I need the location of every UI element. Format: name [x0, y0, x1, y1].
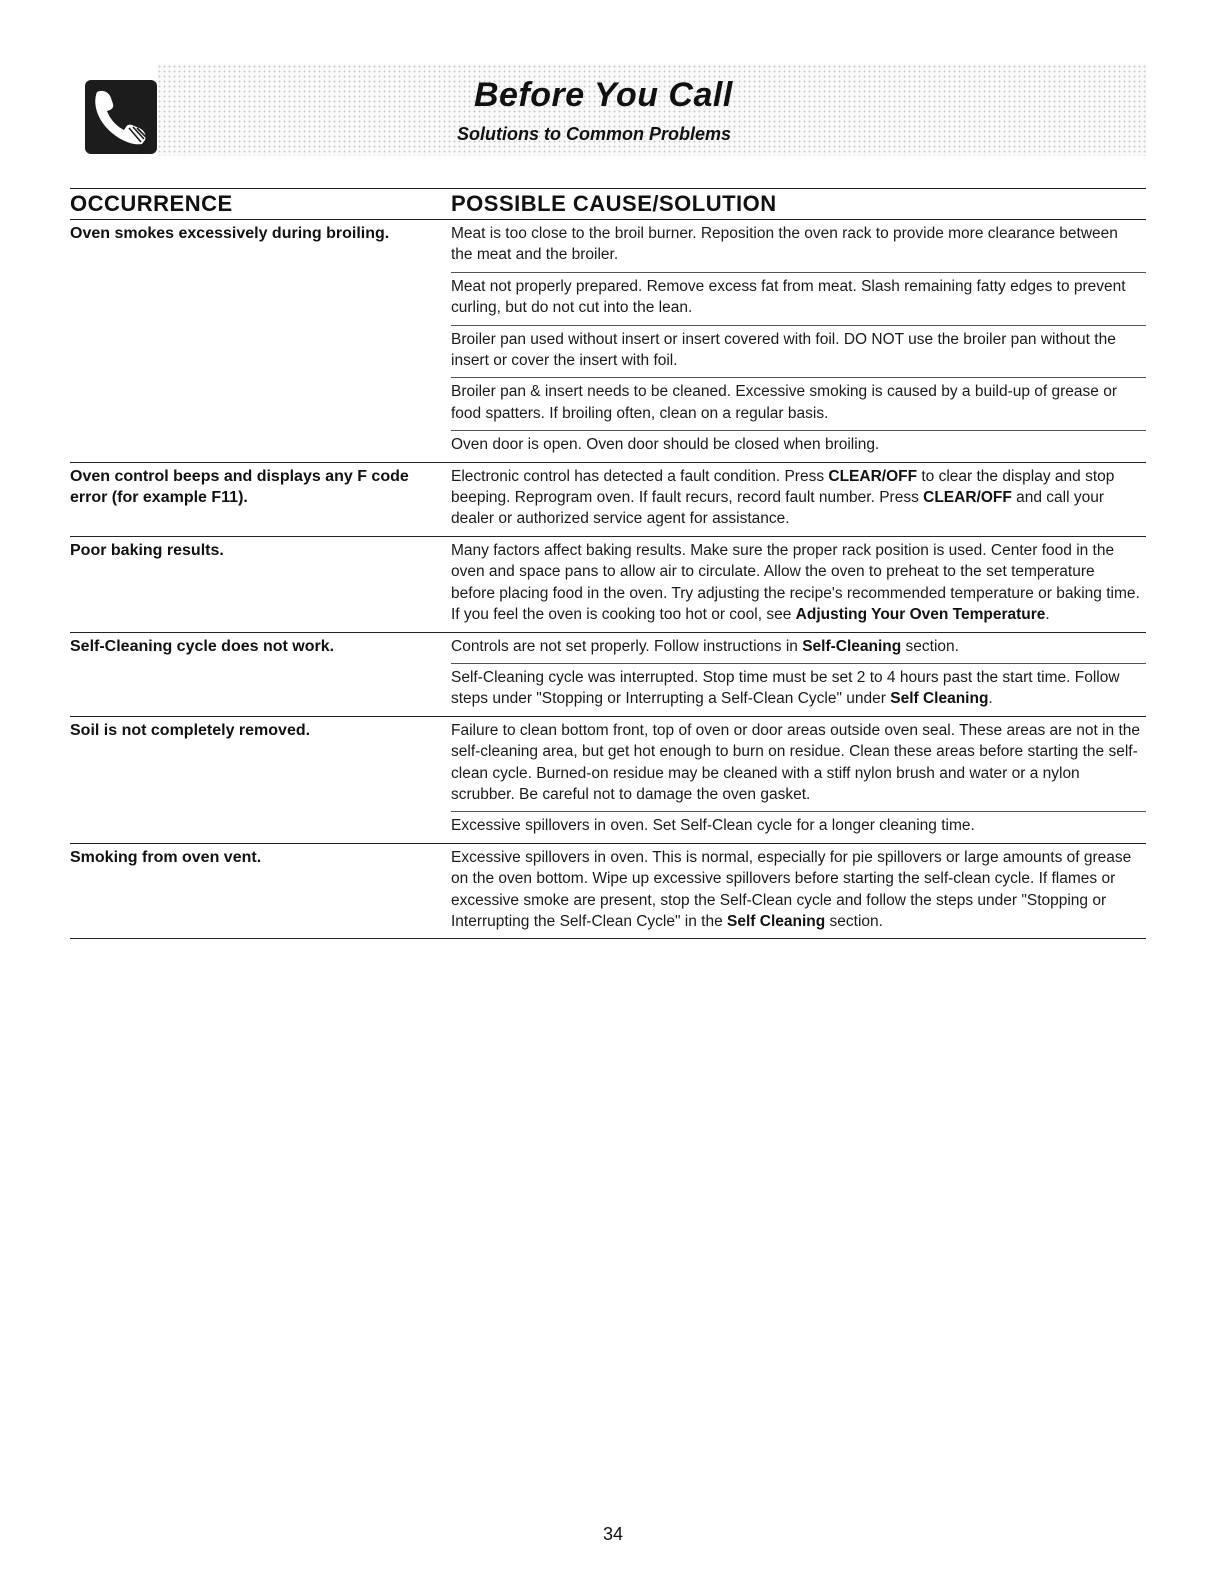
table-row	[70, 537, 1146, 633]
solutions-cell	[451, 463, 1146, 536]
solution-text: section.	[825, 912, 883, 930]
solution-text: .	[988, 690, 993, 708]
page-title: Before You Call	[474, 76, 733, 114]
solution-emphasis: CLEAR/OFF	[828, 467, 918, 485]
solution-text: Many factors affect baking results. Make sure the proper rack position is used. Center food in the oven and space pans to allow air to circulate. Allow the oven to preheat to the set temperature before placing food in the oven. Try adjusting the recipe's recommended temperature or baking time. If you feel the oven is cooking too hot or cool, see	[451, 541, 1140, 624]
solution-text: Electronic control has detected a fault condition. Press	[451, 467, 829, 485]
page-number: 34	[603, 1524, 624, 1544]
solution-item	[451, 844, 1146, 939]
solution-emphasis: Self-Cleaning	[802, 637, 902, 655]
solution-item	[451, 663, 1146, 716]
table-body	[70, 220, 1146, 939]
solutions-cell	[451, 844, 1146, 939]
table-header	[70, 188, 1146, 220]
solution-item: Failure to clean bottom front, top of oven or door areas outside oven seal. These areas are not in the self-cleaning area, but get hot enough to burn on residue. Clean these areas before starting the self-clean cycle. Burned-on residue may be cleaned with a stiff nylon brush and water or a nylon scrubber. Be careful not to damage the oven gasket.	[451, 721, 1141, 803]
solutions-cell	[451, 633, 1146, 716]
solution-item: Meat is too close to the broil burner. Reposition the oven rack to provide more clearance between the meat and the broiler.	[451, 225, 1118, 264]
solution-item: Oven door is open. Oven door should be closed when broiling.	[451, 430, 1146, 461]
telephone-icon	[85, 80, 157, 154]
occurrence-cell: Soil is not completely removed.	[70, 721, 311, 739]
solution-emphasis: Self Cleaning	[727, 912, 826, 930]
solutions-cell	[451, 220, 1146, 462]
occurrence-cell: Self-Cleaning cycle does not work.	[70, 637, 335, 655]
solution-emphasis: Adjusting Your Oven Temperature	[795, 606, 1046, 624]
solutions-cell	[451, 717, 1146, 843]
solution-text: Controls are not set properly. Follow instructions in	[451, 637, 803, 655]
table-row	[70, 717, 1146, 844]
occurrence-cell: Oven control beeps and displays any F code error (for example F11).	[70, 467, 409, 506]
table-row	[70, 844, 1146, 940]
solution-item: Broiler pan used without insert or insert covered with foil. DO NOT use the broiler pan without the insert or cover the insert with foil.	[451, 325, 1146, 378]
solution-item: Excessive spillovers in oven. Set Self-Clean cycle for a longer cleaning time.	[451, 811, 1146, 842]
column-header-solution: POSSIBLE CAUSE/SOLUTION	[451, 191, 777, 216]
solution-item: Meat not properly prepared. Remove excess fat from meat. Slash remaining fatty edges to prevent curling, but do not cut into the lean.	[451, 272, 1146, 325]
solution-item: Broiler pan & insert needs to be cleaned. Excessive smoking is caused by a build-up of grease or food spatters. If broiling often, clean on a regular basis.	[451, 377, 1146, 430]
solution-text: Self-Cleaning cycle was interrupted. Stop time must be set 2 to 4 hours past the start time. Follow steps under "Stopping or Interrupting a Self-Clean Cycle" under	[451, 668, 1120, 708]
occurrence-cell: Smoking from oven vent.	[70, 848, 262, 866]
occurrence-cell: Poor baking results.	[70, 541, 224, 559]
solution-item	[451, 537, 1146, 632]
solution-emphasis: CLEAR/OFF	[923, 489, 1012, 507]
solution-text: .	[1045, 606, 1050, 624]
table-row	[70, 633, 1146, 717]
solution-text: section.	[901, 637, 959, 655]
solution-text: to clear the display and stop beeping. Reprogram oven. If fault recurs, record fault number. Press	[451, 467, 1115, 507]
page-subtitle: Solutions to Common Problems	[457, 124, 732, 144]
solution-text: Excessive spillovers in oven. This is normal, especially for pie spillovers or large amounts of grease on the oven bottom. Wipe up excessive spillovers before starting the self-clean cycle. If flames or excessive smoke are present, stop the Self-Clean cycle and follow the steps under "Stopping or Interrupting the Self-Clean Cycle" in the	[451, 848, 1132, 930]
solution-item	[451, 463, 1146, 536]
column-header-occurrence: OCCURRENCE	[70, 191, 233, 216]
solutions-cell	[451, 537, 1146, 632]
table-row	[70, 463, 1146, 537]
table-row	[70, 220, 1146, 463]
solution-item	[451, 633, 1146, 663]
solution-text: and call your dealer or authorized service agent for assistance.	[451, 489, 1105, 528]
occurrence-cell: Oven smokes excessively during broiling.	[70, 225, 390, 242]
solution-emphasis: Self Cleaning	[890, 690, 989, 708]
troubleshooting-table	[70, 188, 1146, 939]
